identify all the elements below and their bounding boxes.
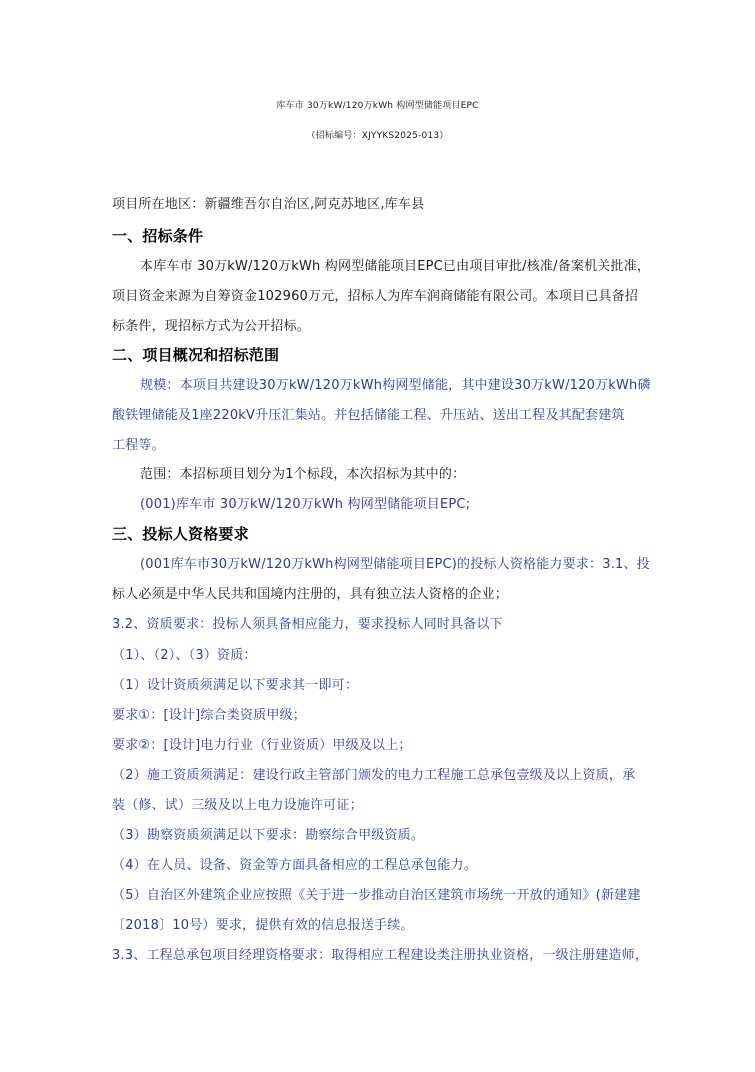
- paragraph-line: 〔2018〕10号）要求，提供有效的信息报送手续。: [112, 918, 414, 933]
- section-heading-1: 一、招标条件: [112, 227, 204, 245]
- paragraph-line: 要求②：[设计]电力行业（行业资质）甲级及以上；: [112, 738, 412, 753]
- paragraph-line: 本库车市 30万kW/120万kWh 构网型储能项目EPC已由项目审批/核准/备案机关批准，: [140, 259, 651, 274]
- section-heading-2: 二、项目概况和招标范围: [112, 346, 280, 364]
- paragraph-line: （5）自治区外建筑企业应按照《关于进一步推动自治区建筑市场统一开放的通知》(新建建: [112, 888, 641, 903]
- paragraph-line: 酸铁锂储能及1座220kV升压汇集站。并包括储能工程、升压站、送出工程及其配套建筑: [112, 408, 625, 423]
- paragraph-line: 规模：本项目共建设30万kW/120万kWh构网型储能，其中建设30万kW/120万kWh磷: [140, 378, 651, 393]
- paragraph-line: 工程等。: [112, 438, 165, 453]
- paragraph-line: 装（修、试）三级及以上电力设施许可证；: [112, 798, 363, 813]
- paragraph-line: （1）设计资质须满足以下要求其一即可：: [112, 678, 359, 693]
- paragraph-line: 范围：本招标项目划分为1个标段，本次招标为其中的：: [140, 467, 466, 482]
- paragraph-line: 3.3、工程总承包项目经理资格要求：取得相应工程建设类注册执业资格，一级注册建造师，: [112, 948, 649, 963]
- paragraph-line: （1）、（2）、（3）资质：: [112, 648, 257, 663]
- paragraph-line: (001库车市30万kW/120万kWh构网型储能项目EPC)的投标人资格能力要求：3.1、投: [140, 557, 650, 572]
- paragraph-line: （3）勘察资质须满足以下要求：勘察综合甲级资质。: [112, 828, 425, 843]
- paragraph-line: （2）施工资质须满足：建设行政主管部门颁发的电力工程施工总承包壹级及以上资质，承: [112, 768, 636, 783]
- paragraph-line: （4）在人员、设备、资金等方面具备相应的工程总承包能力。: [112, 858, 477, 873]
- bid-number: （招标编号：XJYYKS2025-013）: [306, 131, 449, 141]
- section-heading-3: 三、投标人资格要求: [112, 525, 249, 543]
- paragraph-line: (001)库车市 30万kW/120万kWh 构网型储能项目EPC;: [140, 497, 471, 512]
- paragraph-line: 项目资金来源为自筹资金102960万元，招标人为库车润商储能有限公司。本项目已具备招: [112, 289, 639, 304]
- paragraph-line: 3.2、资质要求：投标人须具备相应能力，要求投标人同时具备以下: [112, 617, 503, 632]
- paragraph-line: 要求①：[设计]综合类资质甲级；: [112, 708, 306, 723]
- project-location: 项目所在地区：新疆维吾尔自治区,阿克苏地区,库车县: [112, 197, 425, 212]
- paragraph-line: 标人必须是中华人民共和国境内注册的，具有独立法人资格的企业；: [112, 587, 509, 602]
- paragraph-line: 标条件，现招标方式为公开招标。: [112, 319, 311, 334]
- document-title: 库车市 30万kW/120万kWh 构网型储能项目EPC: [276, 101, 479, 111]
